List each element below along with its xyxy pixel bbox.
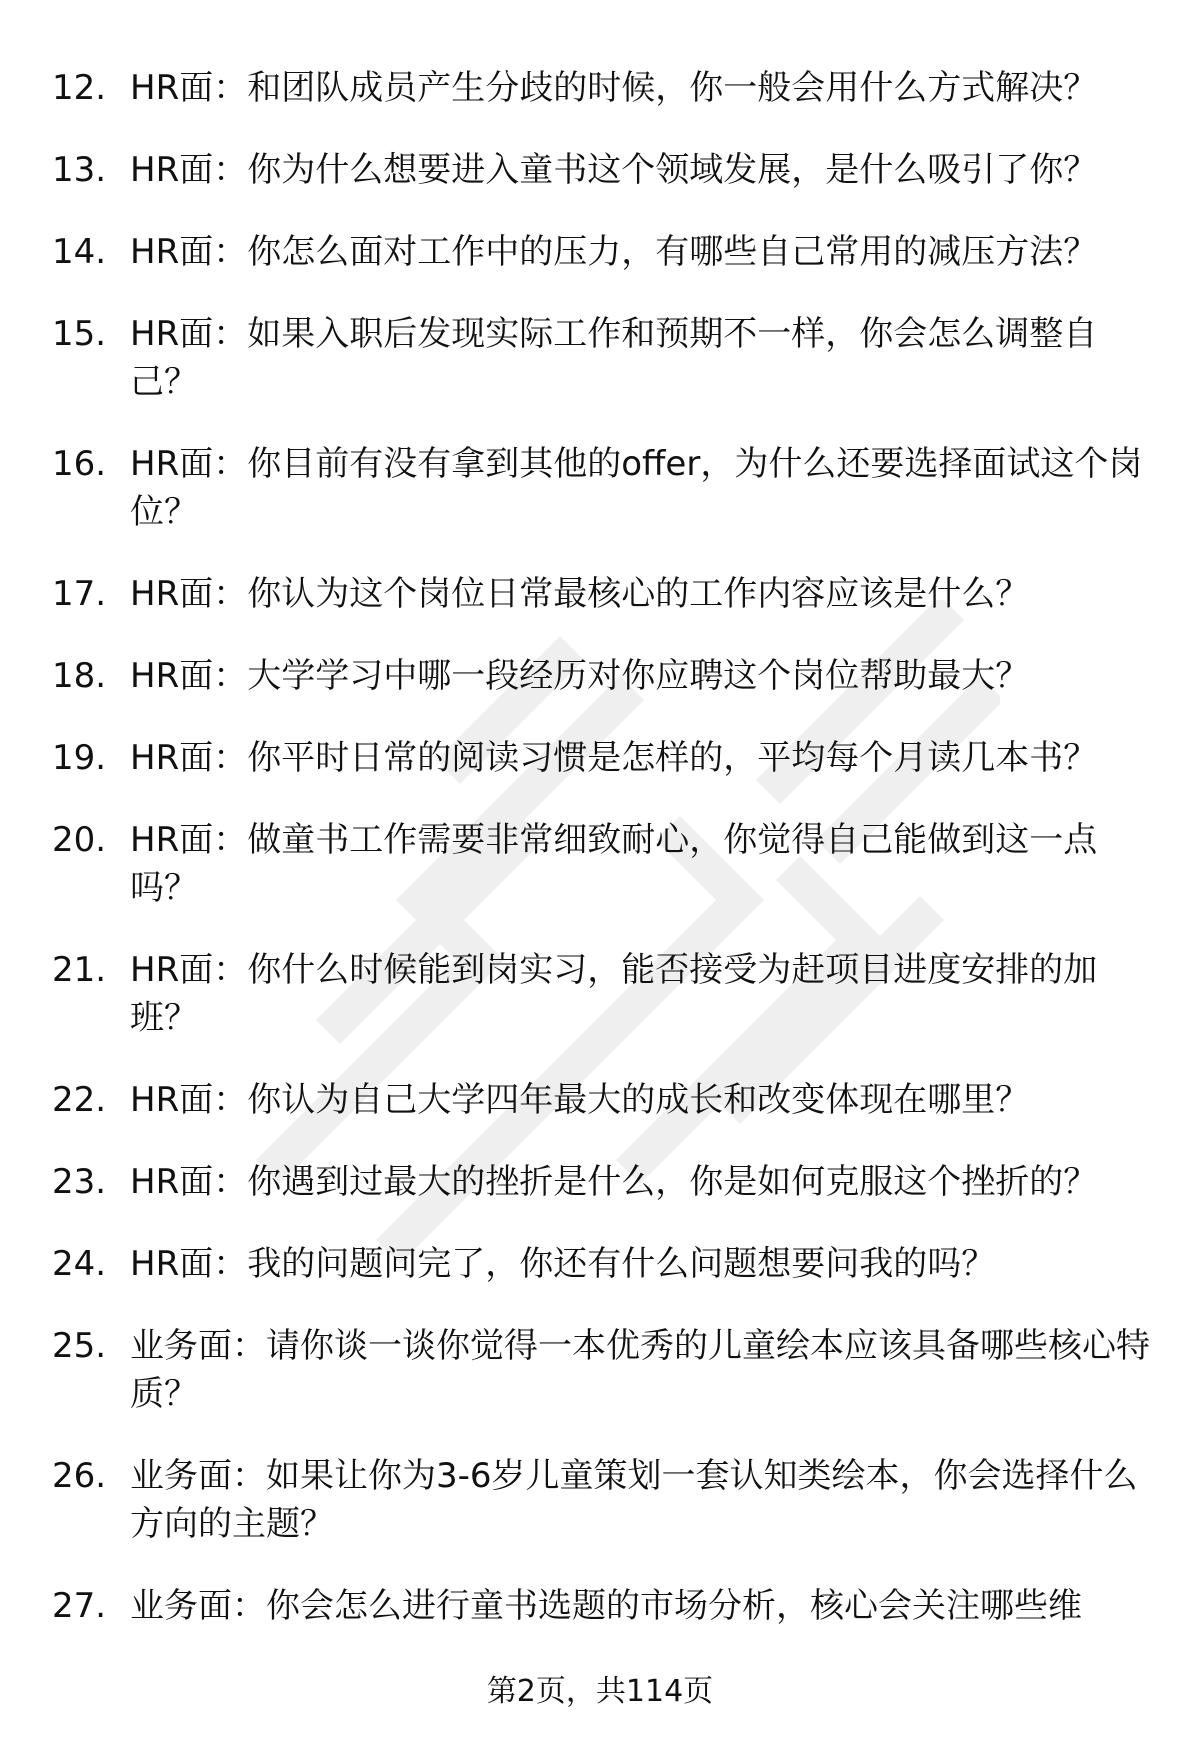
question-body bbox=[130, 440, 1162, 536]
question-prefix: HR面： bbox=[130, 656, 248, 696]
question-prefix: 业务面： bbox=[130, 1586, 266, 1626]
question-text: 如果入职后发现实际工作和预期不一样，你会怎么调整自己？ bbox=[130, 314, 1098, 402]
question-body bbox=[130, 1582, 1162, 1630]
question-body bbox=[130, 734, 1162, 782]
question-prefix: 业务面： bbox=[130, 1326, 266, 1366]
question-text: 你目前有没有拿到其他的offer，为什么还要选择面试这个岗位？ bbox=[130, 444, 1143, 532]
question-item bbox=[52, 1322, 1162, 1418]
question-text: 大学学习中哪一段经历对你应聘这个岗位帮助最大？ bbox=[247, 656, 1030, 696]
question-item bbox=[52, 816, 1162, 912]
question-body bbox=[130, 652, 1162, 700]
question-item bbox=[52, 1158, 1162, 1206]
question-body bbox=[130, 310, 1162, 406]
question-body bbox=[130, 1452, 1162, 1548]
question-item bbox=[52, 652, 1162, 700]
question-number: 21. bbox=[52, 950, 107, 990]
question-prefix: HR面： bbox=[130, 738, 248, 778]
question-item bbox=[52, 1452, 1162, 1548]
question-text: 你认为自己大学四年最大的成长和改变体现在哪里？ bbox=[247, 1080, 1030, 1120]
question-text: 你平时日常的阅读习惯是怎样的，平均每个月读几本书？ bbox=[247, 738, 1098, 778]
question-text: 如果让你为3-6岁儿童策划一套认知类绘本，你会选择什么方向的主题？ bbox=[130, 1456, 1138, 1544]
question-item bbox=[52, 64, 1162, 112]
question-number: 22. bbox=[52, 1080, 107, 1120]
question-prefix: HR面： bbox=[130, 574, 248, 614]
question-text: 做童书工作需要非常细致耐心，你觉得自己能做到这一点吗？ bbox=[130, 820, 1098, 908]
question-number: 13. bbox=[52, 150, 107, 190]
question-prefix: HR面： bbox=[130, 1080, 248, 1120]
question-prefix: HR面： bbox=[130, 950, 248, 990]
page-number-label: 第2页，共114页 bbox=[486, 1674, 714, 1709]
question-prefix: HR面： bbox=[130, 232, 248, 272]
question-text: 你认为这个岗位日常最核心的工作内容应该是什么？ bbox=[247, 574, 1030, 614]
question-body bbox=[130, 570, 1162, 618]
question-body bbox=[130, 946, 1162, 1042]
page-footer bbox=[0, 1672, 1200, 1712]
question-prefix: 业务面： bbox=[130, 1456, 266, 1496]
question-number: 16. bbox=[52, 444, 107, 484]
question-item bbox=[52, 146, 1162, 194]
question-number: 25. bbox=[52, 1326, 107, 1366]
question-text: 你会怎么进行童书选题的市场分析，核心会关注哪些维 bbox=[266, 1586, 1082, 1626]
question-item bbox=[52, 310, 1162, 406]
question-number: 23. bbox=[52, 1162, 107, 1202]
question-text: 你遇到过最大的挫折是什么，你是如何克服这个挫折的？ bbox=[247, 1162, 1098, 1202]
question-number: 24. bbox=[52, 1244, 107, 1284]
question-number: 14. bbox=[52, 232, 107, 272]
question-list bbox=[52, 64, 1162, 1664]
question-number: 20. bbox=[52, 820, 107, 860]
question-prefix: HR面： bbox=[130, 150, 248, 190]
question-item bbox=[52, 570, 1162, 618]
question-prefix: HR面： bbox=[130, 1162, 248, 1202]
question-number: 17. bbox=[52, 574, 107, 614]
question-body bbox=[130, 146, 1162, 194]
question-text: 和团队成员产生分歧的时候，你一般会用什么方式解决？ bbox=[247, 68, 1098, 108]
question-number: 26. bbox=[52, 1456, 107, 1496]
question-body bbox=[130, 1322, 1162, 1418]
question-item bbox=[52, 1582, 1162, 1630]
question-text: 你什么时候能到岗实习，能否接受为赶项目进度安排的加班？ bbox=[130, 950, 1098, 1038]
question-text: 我的问题问完了，你还有什么问题想要问我的吗？ bbox=[247, 1244, 996, 1284]
question-item bbox=[52, 734, 1162, 782]
question-body bbox=[130, 1240, 1162, 1288]
question-item bbox=[52, 1076, 1162, 1124]
question-body bbox=[130, 228, 1162, 276]
question-prefix: HR面： bbox=[130, 1244, 248, 1284]
question-prefix: HR面： bbox=[130, 444, 248, 484]
question-prefix: HR面： bbox=[130, 68, 248, 108]
question-text: 你怎么面对工作中的压力，有哪些自己常用的减压方法？ bbox=[247, 232, 1098, 272]
question-body bbox=[130, 64, 1162, 112]
question-number: 18. bbox=[52, 656, 107, 696]
question-prefix: HR面： bbox=[130, 820, 248, 860]
question-number: 15. bbox=[52, 314, 107, 354]
question-number: 12. bbox=[52, 68, 107, 108]
question-number: 19. bbox=[52, 738, 107, 778]
question-number: 27. bbox=[52, 1586, 107, 1626]
question-item bbox=[52, 440, 1162, 536]
question-body bbox=[130, 1076, 1162, 1124]
question-body bbox=[130, 816, 1162, 912]
question-text: 请你谈一谈你觉得一本优秀的儿童绘本应该具备哪些核心特质？ bbox=[130, 1326, 1150, 1414]
question-body bbox=[130, 1158, 1162, 1206]
question-item bbox=[52, 1240, 1162, 1288]
question-text: 你为什么想要进入童书这个领域发展，是什么吸引了你？ bbox=[247, 150, 1098, 190]
question-item bbox=[52, 946, 1162, 1042]
question-item bbox=[52, 228, 1162, 276]
question-prefix: HR面： bbox=[130, 314, 248, 354]
